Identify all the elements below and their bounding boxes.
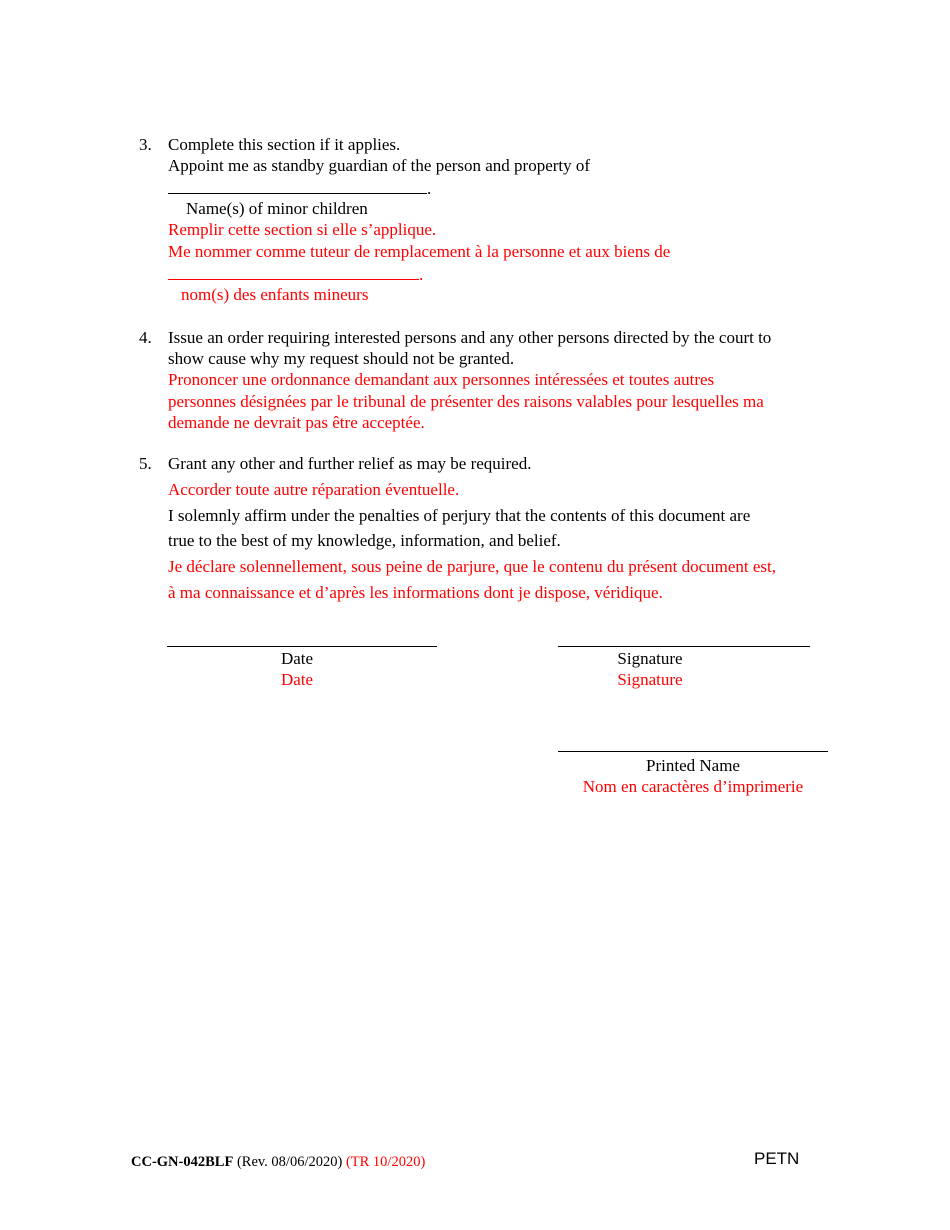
section-3-number: 3.: [139, 135, 152, 154]
affirmation-fr-1: Je déclare solennellement, sous peine de parjure, que le contenu du présent document est,: [168, 557, 777, 576]
date-label-en: Date: [280, 649, 314, 668]
form-translation: (TR 10/2020): [345, 1154, 426, 1170]
section-5-text-en: Grant any other and further relief as may be required.: [168, 454, 532, 473]
page-code: PETN: [754, 1149, 800, 1168]
section-3-appoint-fr: Me nommer comme tuteur de remplacement à la personne et aux biens de: [168, 242, 671, 261]
section-3-heading-fr: Remplir cette section si elle s’applique.: [168, 220, 437, 239]
field-period-fr: .: [419, 265, 424, 284]
section-3-appoint-en: Appoint me as standby guardian of the person and property of: [168, 156, 591, 175]
minor-children-label-en: Name(s) of minor children: [186, 199, 368, 218]
minor-children-label-fr: nom(s) des enfants mineurs: [181, 285, 369, 304]
affirmation-fr-2: à ma connaissance et d’après les informations dont je dispose, véridique.: [168, 583, 663, 602]
affirmation-en-2: true to the best of my knowledge, information, and belief.: [168, 531, 561, 550]
section-3-heading-en: Complete this section if it applies.: [168, 135, 401, 154]
section-5-number: 5.: [139, 454, 152, 473]
signature-label-en: Signature: [617, 649, 683, 668]
date-label-fr: Date: [280, 670, 314, 689]
section-5-text-fr: Accorder toute autre réparation éventuelle.: [168, 480, 460, 499]
form-revision: (Rev. 08/06/2020): [236, 1154, 343, 1170]
minor-children-name-field-fr[interactable]: [168, 263, 419, 280]
signature-label-fr: Signature: [617, 670, 683, 689]
form-code: CC-GN-042BLF: [131, 1154, 234, 1170]
field-period: .: [427, 179, 432, 198]
affirmation-en-1: I solemnly affirm under the penalties of perjury that the contents of this document are: [168, 506, 751, 525]
footer-form-id: [131, 1153, 425, 1171]
signature-line[interactable]: [558, 646, 810, 647]
printed-name-line[interactable]: [558, 751, 828, 752]
date-line[interactable]: [167, 646, 437, 647]
printed-name-label-en: Printed Name: [646, 756, 740, 775]
section-4-text-en-1: Issue an order requiring interested persons and any other persons directed by the court to: [168, 328, 772, 347]
section-4-text-en-2: show cause why my request should not be granted.: [168, 349, 515, 368]
section-4-number: 4.: [139, 328, 152, 347]
section-4-text-fr-3: demande ne devrait pas être acceptée.: [168, 413, 425, 432]
printed-name-label-fr: Nom en caractères d’imprimerie: [582, 777, 804, 796]
minor-children-name-field[interactable]: [168, 177, 427, 194]
section-4-text-fr-2: personnes désignées par le tribunal de présenter des raisons valables pour lesquelles ma: [168, 392, 764, 411]
section-4-text-fr-1: Prononcer une ordonnance demandant aux personnes intéressées et toutes autres: [168, 370, 715, 389]
